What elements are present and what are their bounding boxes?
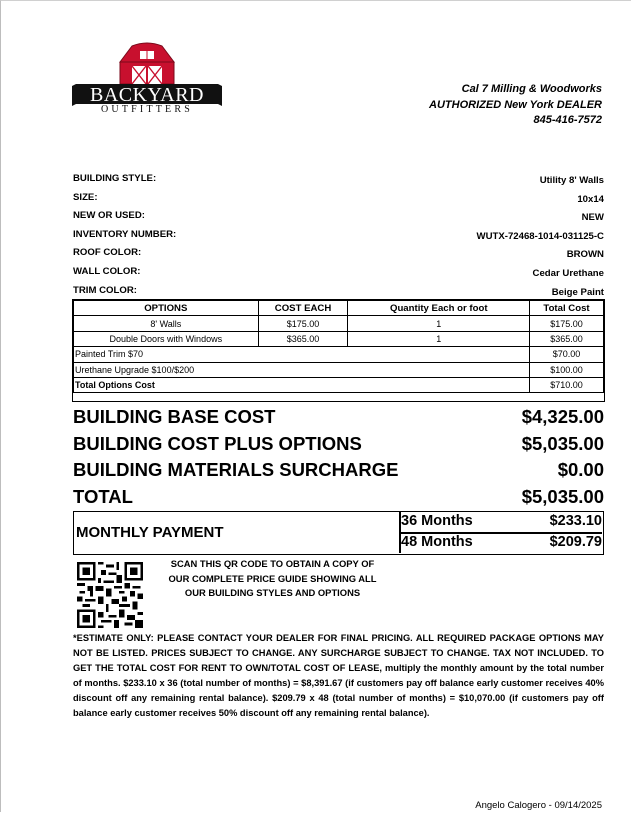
option-cost: $175.00 (258, 316, 348, 331)
qr-code-icon[interactable] (76, 562, 144, 628)
extra-option-total: $100.00 (530, 362, 604, 377)
option-name: Double Doors with Windows (74, 331, 259, 346)
option-cost: $365.00 (258, 331, 348, 346)
surcharge-row (73, 457, 604, 484)
total-value: $0.00 (557, 459, 604, 480)
spec-row-trim-color (73, 283, 604, 302)
table-row (74, 377, 604, 392)
footer-signature: Angelo Calogero - 09/14/2025 (475, 800, 602, 811)
spec-label: WALL COLOR: (73, 265, 141, 277)
qr-text-line: OUR COMPLETE PRICE GUIDE SHOWING ALL (168, 572, 377, 584)
cost-plus-options-row (73, 431, 604, 458)
spec-row-inventory (73, 227, 604, 246)
spec-value: NEW (581, 212, 604, 224)
total-value: $5,035.00 (521, 432, 604, 454)
qr-instructions (150, 557, 395, 601)
total-label: BUILDING MATERIALS SURCHARGE (73, 459, 399, 480)
option-qty: 1 (348, 331, 530, 346)
table-row (74, 331, 604, 346)
dealer-name: Cal 7 Milling & Woodworks (461, 83, 602, 95)
building-specs (73, 171, 604, 301)
spec-row-roof-color (73, 245, 604, 264)
backyard-outfitters-logo (72, 40, 222, 116)
table-row (74, 347, 604, 362)
plan-amount: $233.10 (549, 513, 602, 529)
logo-sub-text: OUTFITTERS (101, 104, 193, 115)
spec-value: Cedar Urethane (532, 267, 604, 279)
spec-label: INVENTORY NUMBER: (73, 228, 177, 240)
qr-text-line: SCAN THIS QR CODE TO OBTAIN A COPY OF (170, 558, 375, 569)
extra-option-name: Urethane Upgrade $100/$200 (74, 362, 530, 377)
plan-term: 48 Months (401, 534, 473, 550)
grand-total-row (73, 484, 604, 511)
payment-plan-36 (401, 512, 602, 532)
total-options-label: Total Options Cost (74, 377, 530, 392)
spec-row-wall-color (73, 264, 604, 283)
dealer-info (429, 82, 602, 129)
options-table (73, 300, 604, 393)
spec-label: ROOF COLOR: (73, 247, 142, 259)
cost-summary (73, 404, 604, 510)
dealer-phone: 845-416-7572 (533, 114, 602, 126)
option-name: 8' Walls (74, 316, 259, 331)
spec-value: BROWN (566, 249, 604, 261)
header-total-cost: Total Cost (530, 301, 604, 316)
payment-plan-48 (401, 533, 602, 553)
option-total: $365.00 (530, 331, 604, 346)
extra-option-name: Painted Trim $70 (74, 347, 530, 362)
spec-label: BUILDING STYLE: (73, 173, 157, 184)
options-header-row (74, 301, 604, 316)
dealer-authorization: AUTHORIZED New York DEALER (429, 98, 602, 111)
spec-label: SIZE: (73, 191, 98, 203)
spec-row-style (73, 171, 604, 190)
monthly-payment-label: MONTHLY PAYMENT (76, 524, 224, 541)
option-qty: 1 (348, 316, 530, 331)
monthly-payment-box (73, 511, 604, 555)
logo-main-text: BACKYARD (89, 84, 205, 106)
spec-row-condition (73, 208, 604, 227)
header-quantity: Quantity Each or foot (348, 301, 530, 316)
total-value: $4,325.00 (521, 406, 604, 427)
total-label: BUILDING COST PLUS OPTIONS (73, 432, 362, 454)
option-total: $175.00 (530, 316, 604, 331)
spec-label: TRIM COLOR: (73, 284, 137, 296)
spec-value: 10x14 (577, 193, 604, 205)
extra-option-total: $70.00 (530, 347, 604, 362)
plan-term: 36 Months (401, 513, 473, 529)
header-options: OPTIONS (74, 301, 259, 316)
table-row (74, 362, 604, 377)
spec-label: NEW OR USED: (73, 210, 145, 222)
total-label: BUILDING BASE COST (73, 406, 276, 427)
spec-value: Utility 8' Walls (539, 175, 604, 186)
total-value: $5,035.00 (521, 485, 604, 507)
estimate-disclaimer: *ESTIMATE ONLY: PLEASE CONTACT YOUR DEALER FOR FINAL PRICING. ALL REQUIRED PACKAGE OPTIONS MAY NOT BE LISTED. PRICES SUBJECT TO CHANGE. ANY SURCHARGE SUBJECT TO CHANGE. TAX NOT INCLUDED. TO GET THE TOTAL COST FOR RENT TO OWN/TOTAL COST OF LEASE, multiply the monthly amount by the total number of months. $233.10 x 36 (total number of months) = $8,391.67 (if customers pay off balance early customer receives 40% discount off any remaining rental balance). $209.79 x 48 (total number of months) = $10,070.00 (if customers pay off balance early customer receives 50% discount off any remaining rental balance). (73, 633, 604, 718)
spec-row-size (73, 190, 604, 209)
total-options-value: $710.00 (530, 377, 604, 392)
total-label: TOTAL (73, 485, 133, 507)
header-cost-each: COST EACH (258, 301, 348, 316)
plan-amount: $209.79 (549, 534, 602, 550)
qr-text-line: OUR BUILDING STYLES AND OPTIONS (184, 587, 361, 598)
spec-value: Beige Paint (551, 286, 604, 298)
table-row (74, 316, 604, 331)
base-cost-row (73, 404, 604, 431)
spec-value: WUTX-72468-1014-031125-C (476, 230, 604, 242)
